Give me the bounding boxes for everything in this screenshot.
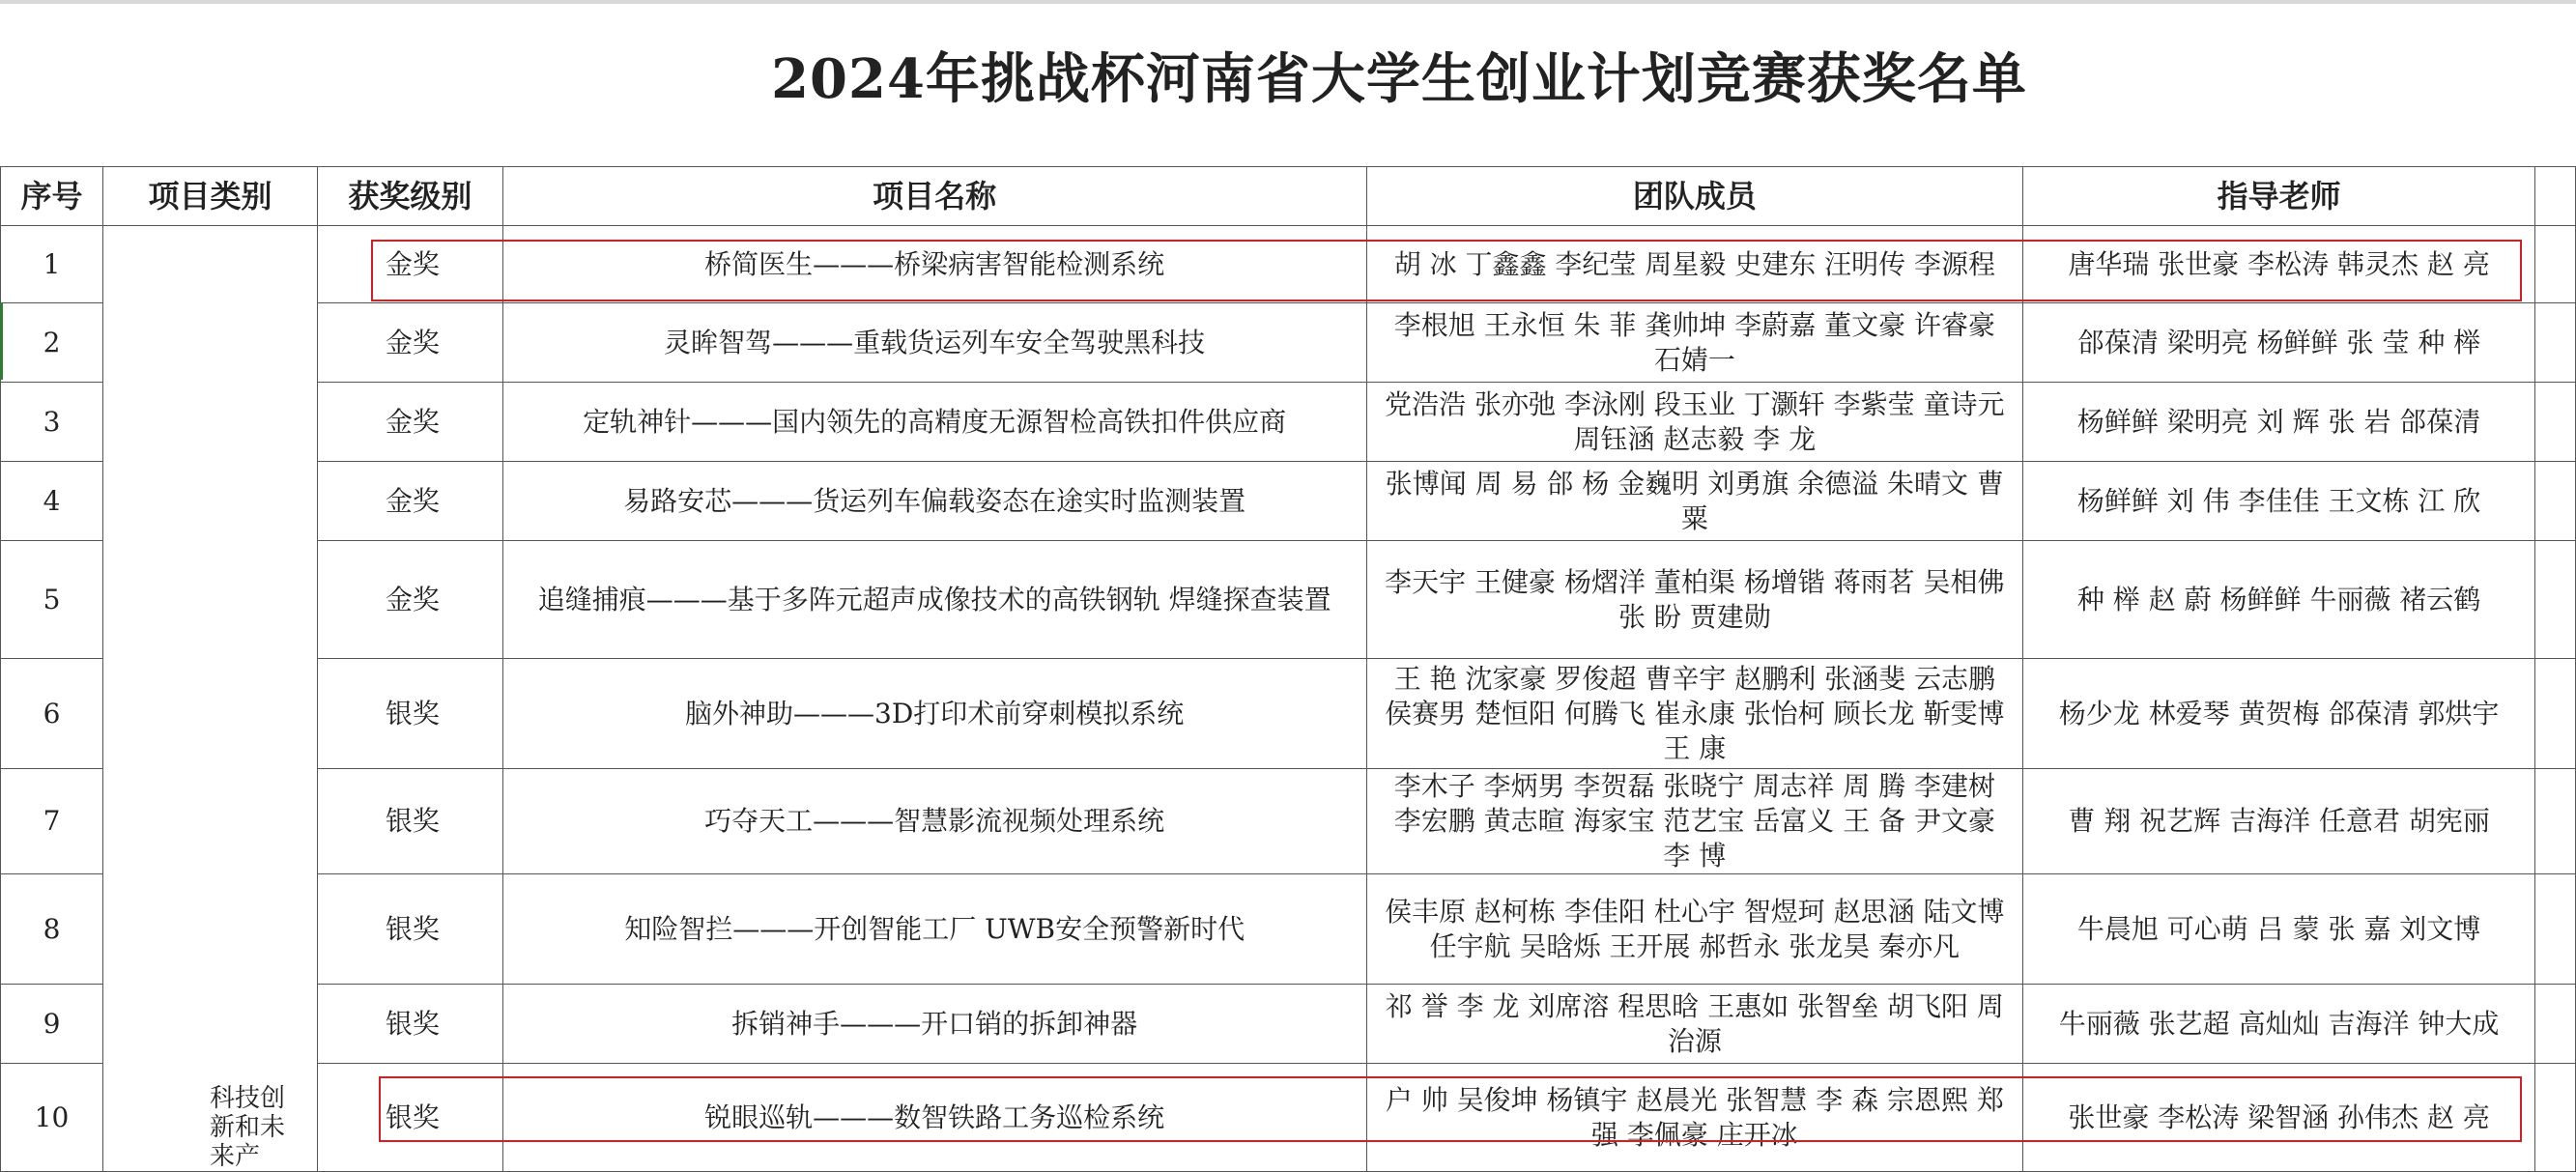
cell-advisor[interactable]: 曹 翔 祝艺辉 吉海洋 任意君 胡宪丽 [2023,769,2535,874]
cell-level[interactable]: 银奖 [317,874,502,985]
table-row [1,303,2576,383]
cell-advisor[interactable]: 牛丽薇 张艺超 高灿灿 吉海洋 钟大成 [2023,985,2535,1064]
cell-empty[interactable] [2534,1064,2575,1172]
cell-team[interactable]: 李木子 李炳男 李贺磊 张晓宁 周志祥 周 腾 李建树 李宏鹏 黄志暄 海家宝 范艺宝 岳富义 王 备 尹文豪 李 博 [1366,769,2023,874]
cell-team[interactable]: 胡 冰 丁鑫鑫 李纪莹 周星毅 史建东 汪明传 李源程 [1366,226,2023,303]
header-category[interactable]: 项目类别 [102,167,317,226]
cell-seq[interactable]: 6 [1,659,103,769]
cell-project[interactable]: 追缝捕痕———基于多阵元超声成像技术的高铁钢轨 焊缝探查装置 [502,541,1366,659]
cell-seq[interactable]: 2 [1,303,103,383]
header-row [1,167,2576,226]
cell-project[interactable]: 易路安芯———货运列车偏载姿态在途实时监测装置 [502,462,1366,541]
row-selection-marker [0,302,3,380]
cell-seq[interactable]: 3 [1,383,103,462]
cell-level[interactable]: 金奖 [317,303,502,383]
cell-category[interactable]: 科技创新和未来产 [102,226,317,1172]
cell-advisor[interactable]: 杨少龙 林爱琴 黄贺梅 郃葆清 郭烘宇 [2023,659,2535,769]
table-row [1,769,2576,874]
cell-seq[interactable]: 8 [1,874,103,985]
header-empty[interactable] [2534,167,2575,226]
header-project[interactable]: 项目名称 [502,167,1366,226]
cell-team[interactable]: 李天宇 王健豪 杨熠洋 董柏渠 杨增锴 蒋雨茗 吴相佛 张 盼 贾建勋 [1366,541,2023,659]
cell-empty[interactable] [2534,874,2575,985]
cell-level[interactable]: 金奖 [317,383,502,462]
cell-seq[interactable]: 7 [1,769,103,874]
cell-team[interactable]: 祁 誉 李 龙 刘席溶 程思晗 王惠如 张智垒 胡飞阳 周治源 [1366,985,2023,1064]
cell-empty[interactable] [2534,659,2575,769]
cell-project[interactable]: 知险智拦———开创智能工厂 UWB安全预警新时代 [502,874,1366,985]
award-table [0,166,2576,1172]
cell-advisor[interactable]: 种 榉 赵 蔚 杨鲜鲜 牛丽薇 褚云鹤 [2023,541,2535,659]
cell-empty[interactable] [2534,541,2575,659]
header-seq[interactable]: 序号 [1,167,103,226]
cell-empty[interactable] [2534,985,2575,1064]
table-row [1,874,2576,985]
cell-empty[interactable] [2534,383,2575,462]
cell-project[interactable]: 灵眸智驾———重载货运列车安全驾驶黑科技 [502,303,1366,383]
cell-level[interactable]: 银奖 [317,659,502,769]
cell-seq[interactable]: 4 [1,462,103,541]
cell-level[interactable]: 银奖 [317,985,502,1064]
cell-team[interactable]: 王 艳 沈家豪 罗俊超 曹辛宇 赵鹏利 张涵斐 云志鹏 侯赛男 楚恒阳 何腾飞 崔永康 张怡柯 顾长龙 靳雯博 王 康 [1366,659,2023,769]
cell-project[interactable]: 巧夺天工———智慧影流视频处理系统 [502,769,1366,874]
cell-level[interactable]: 银奖 [317,1064,502,1172]
cell-advisor[interactable]: 唐华瑞 张世豪 李松涛 韩灵杰 赵 亮 [2023,226,2535,303]
cell-seq[interactable]: 10 [1,1064,103,1172]
cell-seq[interactable]: 9 [1,985,103,1064]
cell-empty[interactable] [2534,769,2575,874]
cell-advisor[interactable]: 郃葆清 梁明亮 杨鲜鲜 张 莹 种 榉 [2023,303,2535,383]
cell-advisor[interactable]: 张世豪 李松涛 梁智涵 孙伟杰 赵 亮 [2023,1064,2535,1172]
table-row [1,226,2576,303]
page-title: 2024年挑战杯河南省大学生创业计划竞赛获奖名单 [771,47,2027,111]
cell-seq[interactable]: 5 [1,541,103,659]
table-row [1,383,2576,462]
header-level[interactable]: 获奖级别 [317,167,502,226]
header-advisor[interactable]: 指导老师 [2023,167,2535,226]
cell-project[interactable]: 锐眼巡轨———数智铁路工务巡检系统 [502,1064,1366,1172]
cell-empty[interactable] [2534,462,2575,541]
table-row [1,659,2576,769]
cell-level[interactable]: 银奖 [317,769,502,874]
sheet-top-border [0,0,2576,4]
cell-team[interactable]: 张博闻 周 易 郃 杨 金巍明 刘勇旗 余德溢 朱晴文 曹 粟 [1366,462,2023,541]
cell-level[interactable]: 金奖 [317,226,502,303]
table-row [1,985,2576,1064]
cell-project[interactable]: 拆销神手———开口销的拆卸神器 [502,985,1366,1064]
cell-project[interactable]: 定轨神针———国内领先的高精度无源智检高铁扣件供应商 [502,383,1366,462]
cell-level[interactable]: 金奖 [317,541,502,659]
cell-level[interactable]: 金奖 [317,462,502,541]
header-team[interactable]: 团队成员 [1366,167,2023,226]
table-row [1,1064,2576,1172]
cell-advisor[interactable]: 牛晨旭 可心萌 吕 蒙 张 嘉 刘文博 [2023,874,2535,985]
cell-project[interactable]: 脑外神助———3D打印术前穿刺模拟系统 [502,659,1366,769]
cell-advisor[interactable]: 杨鲜鲜 梁明亮 刘 辉 张 岩 郃葆清 [2023,383,2535,462]
cell-seq[interactable]: 1 [1,226,103,303]
cell-empty[interactable] [2534,303,2575,383]
cell-project[interactable]: 桥简医生———桥梁病害智能检测系统 [502,226,1366,303]
cell-advisor[interactable]: 杨鲜鲜 刘 伟 李佳佳 王文栋 江 欣 [2023,462,2535,541]
table-row [1,541,2576,659]
cell-team[interactable]: 户 帅 吴俊坤 杨镇宇 赵晨光 张智慧 李 森 宗恩熙 郑 强 李佩豪 庄开冰 [1366,1064,2023,1172]
table-row [1,462,2576,541]
cell-team[interactable]: 党浩浩 张亦弛 李泳刚 段玉业 丁灏轩 李紫莹 童诗元 周钰涵 赵志毅 李 龙 [1366,383,2023,462]
cell-empty[interactable] [2534,226,2575,303]
cell-team[interactable]: 侯丰原 赵柯栋 李佳阳 杜心宇 智煜珂 赵思涵 陆文博 任宇航 吴晗烁 王开展 郝哲永 张龙昊 秦亦凡 [1366,874,2023,985]
cell-team[interactable]: 李根旭 王永恒 朱 菲 龚帅坤 李蔚嘉 董文豪 许睿豪 石婧一 [1366,303,2023,383]
